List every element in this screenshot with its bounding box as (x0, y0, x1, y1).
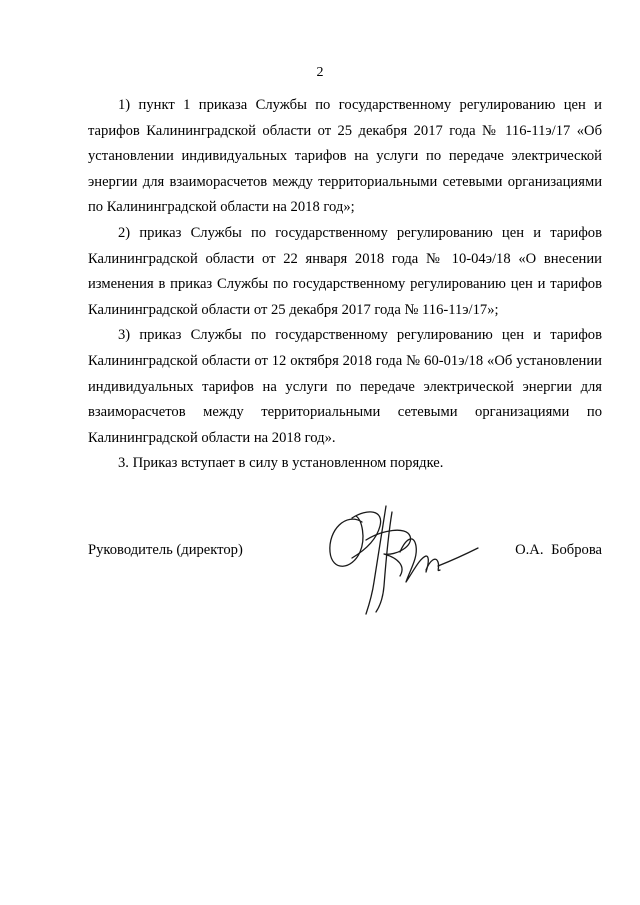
signature-stroke-3 (366, 506, 386, 614)
handwritten-signature (322, 500, 482, 618)
signer-name: О.А. Боброва (515, 542, 602, 558)
paragraph-item-3: 3) приказ Службы по государственному регулированию цен и тарифов Калининградской области от 12 октября 2018 года № 60-01э/18 «Об установлении индивидуальных тарифов на услуги по передаче электрической энергии для взаиморасчетов между территориальными сетевыми организациями по Калининградской области на 2018 год». (88, 327, 602, 446)
signature-stroke-1 (330, 516, 363, 566)
paragraph-item-1: 1) пункт 1 приказа Службы по государственному регулированию цен и тарифов Калининградской области от 25 декабря 2017 года № 116-11э/17 «Об установлении индивидуальных тарифов на услуги по передаче электрической энергии для взаиморасчетов между территориальными сетевыми организациями по Калининградской области на 2018 год»; (88, 97, 602, 216)
page-number: 2 (316, 65, 324, 80)
signature-stroke-4 (376, 512, 392, 612)
paragraph-effective-date: 3. Приказ вступает в силу в установленном порядке. (118, 455, 444, 472)
signature-stroke-6 (400, 539, 428, 582)
signature-stroke-8 (438, 548, 478, 566)
paragraph-item-2: 2) приказ Службы по государственному регулированию цен и тарифов Калининградской области от 22 января 2018 года № 10-04э/18 «О внесении изменения в приказ Службы по государственному регулированию цен и тарифов Калининградской области от 25 декабря 2017 года № 116-11э/17»; (88, 224, 602, 318)
signer-position: Руководитель (директор) (88, 542, 243, 558)
document-body (88, 93, 602, 477)
